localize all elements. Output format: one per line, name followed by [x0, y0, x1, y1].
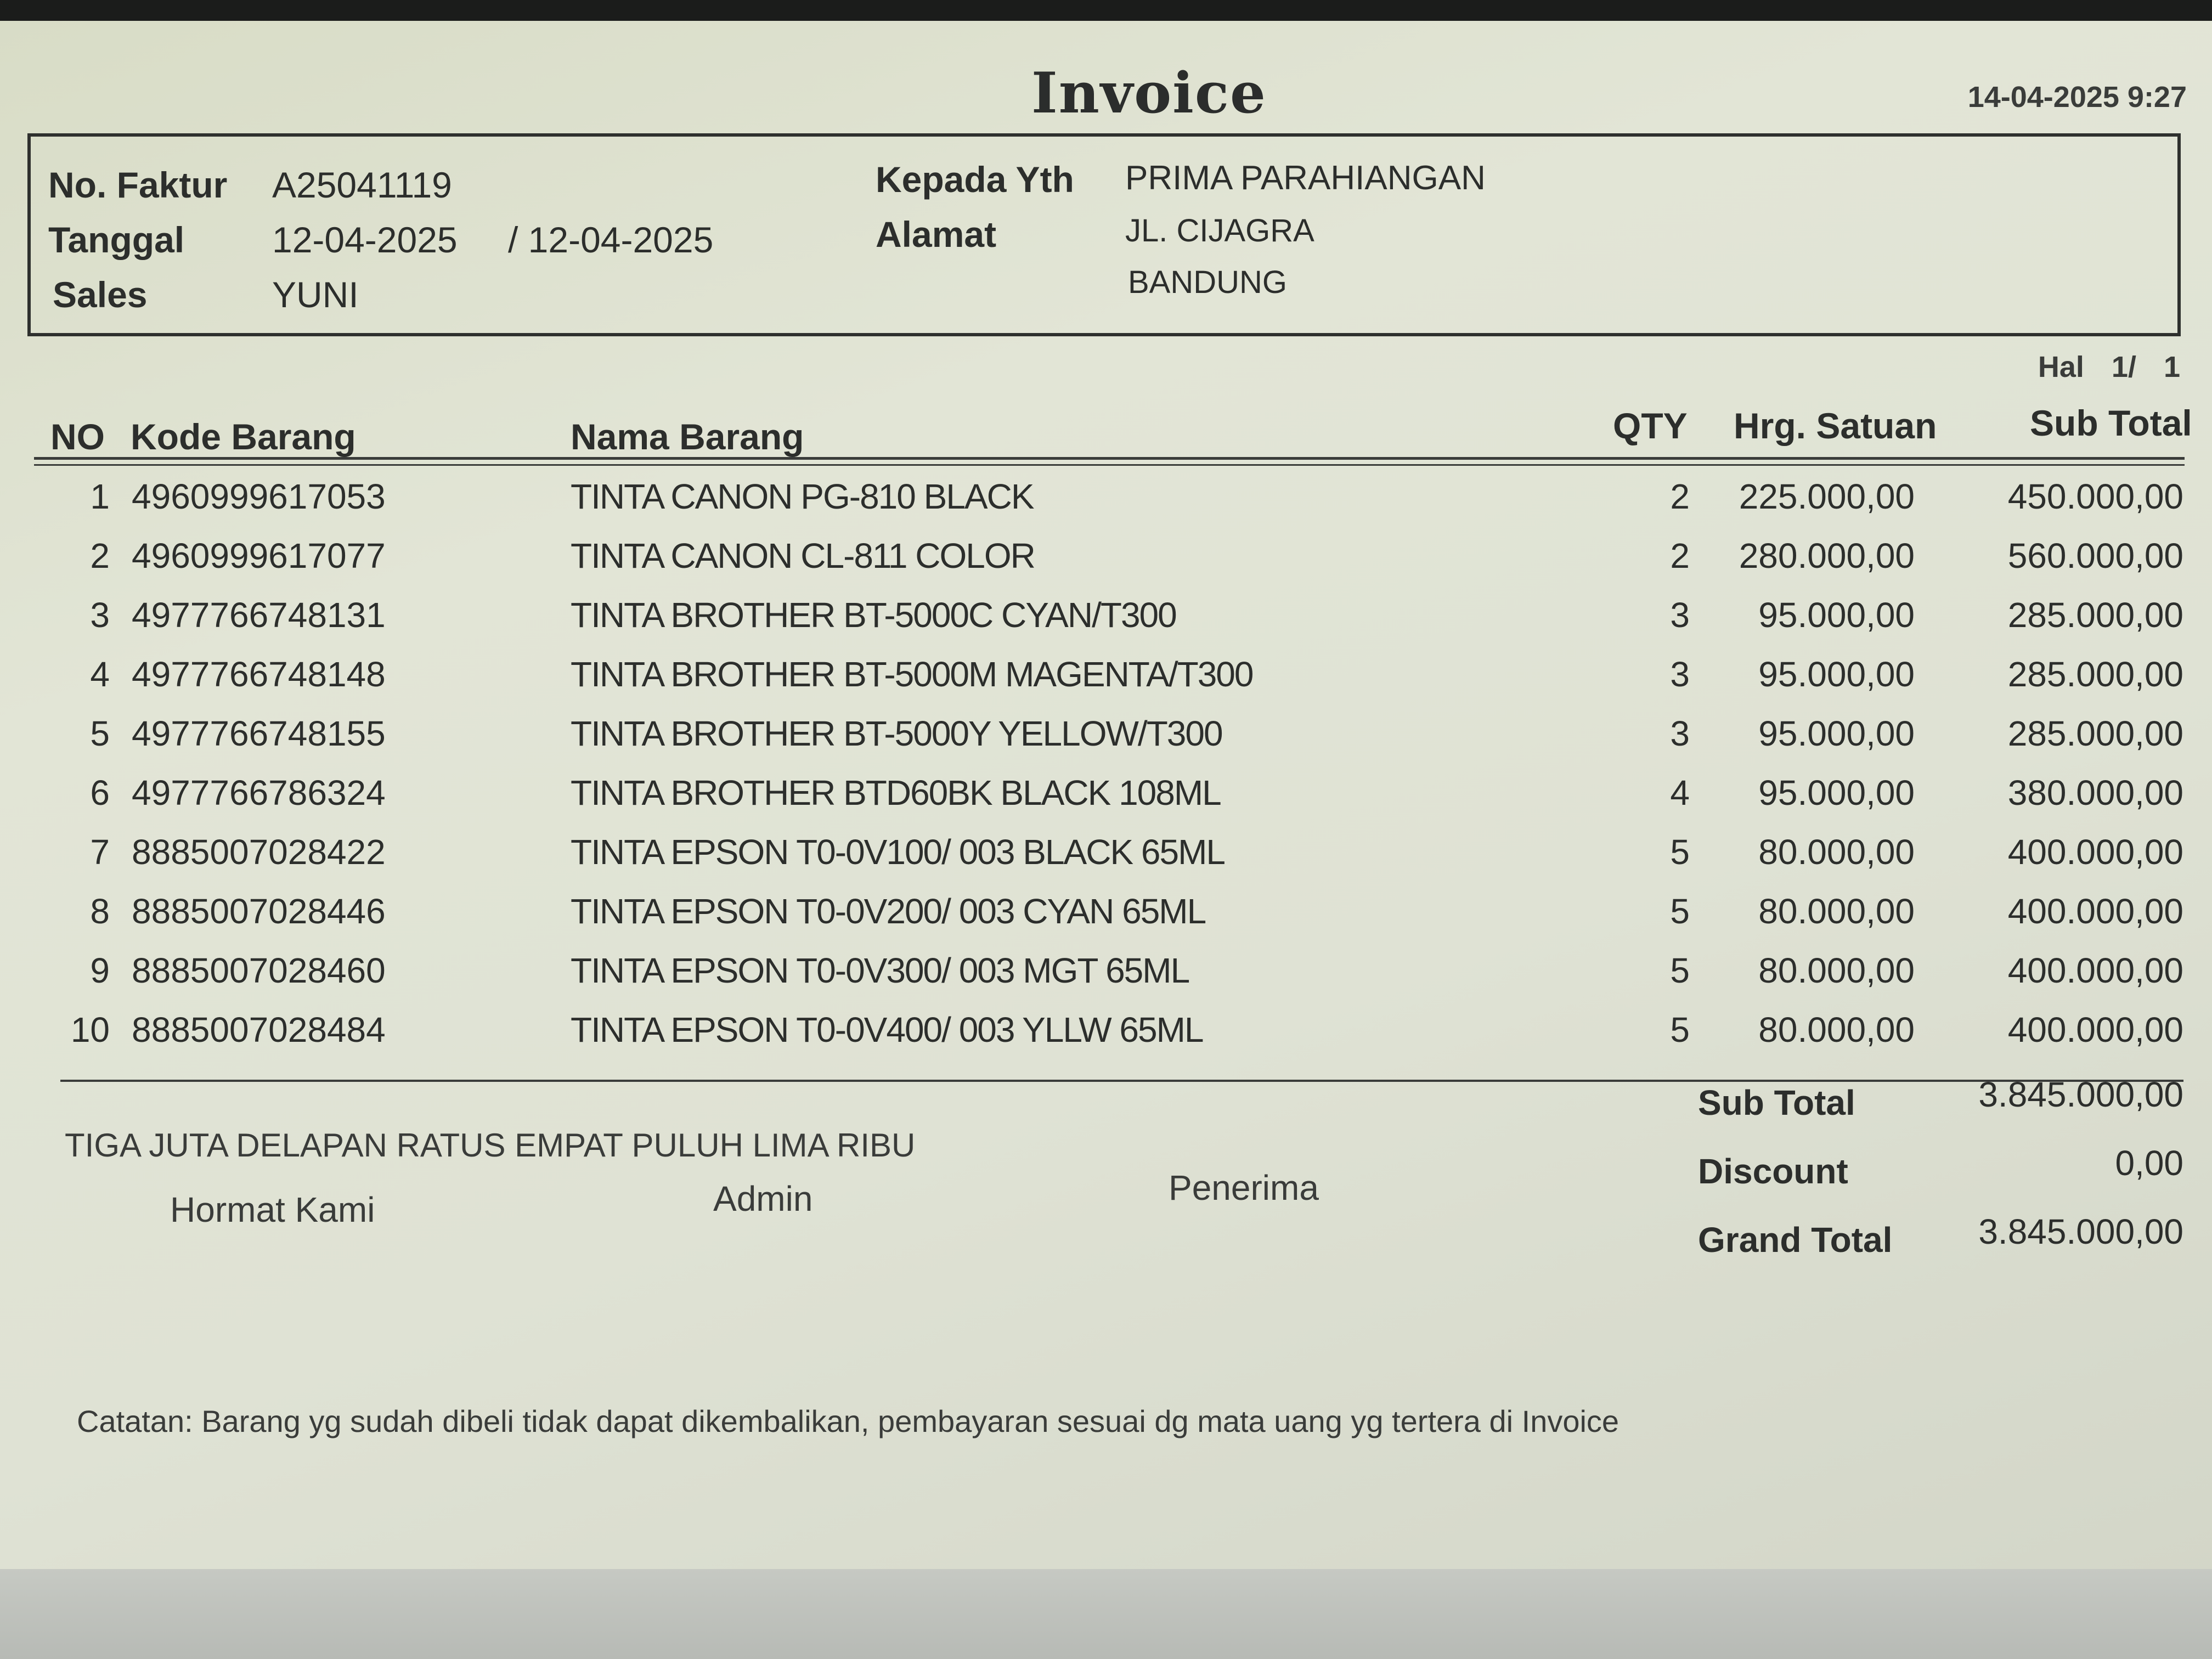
- item-no: 7: [90, 832, 110, 872]
- col-price: Hrg. Satuan: [1734, 405, 1937, 446]
- item-no: 9: [90, 951, 110, 990]
- amount-in-words: TIGA JUTA DELAPAN RATUS EMPAT PULUH LIMA RIBU: [65, 1127, 916, 1164]
- item-code: 8885007028422: [132, 832, 386, 872]
- item-price: 95.000,00: [1758, 714, 1915, 753]
- table-row: [0, 713, 2212, 772]
- summary-subtotal-label: Sub Total: [1698, 1083, 1855, 1122]
- tanggal-label: Tanggal: [48, 219, 185, 260]
- page-current: 1/: [2111, 351, 2136, 383]
- item-subtotal: 450.000,00: [2007, 477, 2183, 516]
- monitor-bezel: [0, 0, 2212, 21]
- item-name: TINTA EPSON T0-0V400/ 003 YLLW 65ML: [571, 1010, 1203, 1049]
- item-qty: 3: [1670, 714, 1690, 753]
- item-code: 4960999617077: [132, 536, 386, 575]
- invoice-page: [0, 21, 2212, 1569]
- item-qty: 2: [1670, 536, 1690, 575]
- item-price: 80.000,00: [1758, 891, 1915, 931]
- item-name: TINTA BROTHER BTD60BK BLACK 108ML: [571, 773, 1221, 812]
- item-subtotal: 400.000,00: [2007, 891, 2183, 931]
- item-qty: 5: [1670, 1010, 1690, 1049]
- table-row: [0, 772, 2212, 832]
- item-name: TINTA CANON PG-810 BLACK: [571, 477, 1034, 516]
- item-code: 8885007028460: [132, 951, 386, 990]
- item-qty: 3: [1670, 654, 1690, 694]
- item-name: TINTA BROTHER BT-5000M MAGENTA/T300: [571, 654, 1253, 694]
- item-price: 80.000,00: [1758, 832, 1915, 872]
- item-code: 8885007028484: [132, 1010, 386, 1049]
- item-code: 8885007028446: [132, 891, 386, 931]
- kepada-label: Kepada Yth: [876, 159, 1074, 200]
- item-subtotal: 400.000,00: [2007, 1010, 2183, 1049]
- item-code: 4960999617053: [132, 477, 386, 516]
- item-subtotal: 400.000,00: [2007, 951, 2183, 990]
- item-no: 4: [90, 654, 110, 694]
- item-price: 95.000,00: [1758, 773, 1915, 812]
- table-row: [0, 832, 2212, 891]
- table-bottom-rule: [60, 1080, 2183, 1082]
- table-row: [0, 1009, 2212, 1069]
- item-qty: 2: [1670, 477, 1690, 516]
- item-qty: 5: [1670, 891, 1690, 931]
- header-rule-top: [34, 457, 2185, 460]
- item-no: 10: [70, 1010, 110, 1049]
- page-label: Hal: [2038, 351, 2084, 383]
- faktur-value: A25041119: [272, 165, 452, 205]
- invoice-title: Invoice: [1031, 60, 1267, 126]
- signature-hormat-kami: Hormat Kami: [170, 1190, 375, 1229]
- item-price: 80.000,00: [1758, 1010, 1915, 1049]
- item-subtotal: 285.000,00: [2007, 654, 2183, 694]
- invoice-header-box: [27, 133, 2181, 336]
- item-no: 3: [90, 595, 110, 635]
- col-no: NO: [50, 416, 105, 457]
- header-rule-bottom: [34, 464, 2185, 466]
- screen-bottom-edge: [0, 1569, 2212, 1659]
- item-code: 4977766786324: [132, 773, 386, 812]
- item-name: TINTA BROTHER BT-5000Y YELLOW/T300: [571, 714, 1222, 753]
- item-qty: 5: [1670, 832, 1690, 872]
- print-datetime: 14-04-2025 9:27: [1967, 81, 2187, 114]
- col-subtotal: Sub Total: [2030, 403, 2192, 443]
- tanggal-value: 12-04-2025: [272, 219, 458, 260]
- item-qty: 3: [1670, 595, 1690, 635]
- item-no: 8: [90, 891, 110, 931]
- item-code: 4977766748155: [132, 714, 386, 753]
- alamat-label: Alamat: [876, 214, 997, 255]
- item-no: 6: [90, 773, 110, 812]
- sales-label: Sales: [53, 274, 148, 315]
- item-name: TINTA EPSON T0-0V200/ 003 CYAN 65ML: [571, 891, 1206, 931]
- item-subtotal: 285.000,00: [2007, 714, 2183, 753]
- item-price: 225.000,00: [1739, 477, 1915, 516]
- item-subtotal: 285.000,00: [2007, 595, 2183, 635]
- kepada-value: PRIMA PARAHIANGAN: [1125, 159, 1486, 197]
- sales-value: YUNI: [272, 274, 359, 315]
- table-row: [0, 476, 2212, 535]
- tanggal-due: / 12-04-2025: [508, 219, 714, 260]
- item-code: 4977766748131: [132, 595, 386, 635]
- table-row: [0, 654, 2212, 713]
- item-price: 95.000,00: [1758, 654, 1915, 694]
- col-name: Nama Barang: [571, 416, 804, 457]
- item-name: TINTA EPSON T0-0V100/ 003 BLACK 65ML: [571, 832, 1224, 872]
- alamat-line2: BANDUNG: [1128, 264, 1288, 300]
- signature-penerima: Penerima: [1169, 1168, 1319, 1207]
- table-row: [0, 891, 2212, 950]
- table-row: [0, 535, 2212, 595]
- item-no: 5: [90, 714, 110, 753]
- page-indicator: [2038, 350, 2180, 384]
- alamat-line1: JL. CIJAGRA: [1125, 213, 1314, 249]
- summary-grand-total-label: Grand Total: [1698, 1220, 1893, 1260]
- item-code: 4977766748148: [132, 654, 386, 694]
- table-row: [0, 950, 2212, 1009]
- item-price: 80.000,00: [1758, 951, 1915, 990]
- item-subtotal: 560.000,00: [2007, 536, 2183, 575]
- summary-discount-label: Discount: [1698, 1152, 1848, 1191]
- summary-discount-value: 0,00: [2115, 1143, 2183, 1183]
- signature-admin: Admin: [713, 1179, 813, 1218]
- item-no: 2: [90, 536, 110, 575]
- item-name: TINTA BROTHER BT-5000C CYAN/T300: [571, 595, 1176, 635]
- item-no: 1: [90, 477, 110, 516]
- item-name: TINTA EPSON T0-0V300/ 003 MGT 65ML: [571, 951, 1189, 990]
- item-price: 280.000,00: [1739, 536, 1915, 575]
- item-price: 95.000,00: [1758, 595, 1915, 635]
- item-subtotal: 380.000,00: [2007, 773, 2183, 812]
- faktur-label: No. Faktur: [48, 165, 228, 205]
- item-name: TINTA CANON CL-811 COLOR: [571, 536, 1035, 575]
- table-row: [0, 595, 2212, 654]
- summary-grand-total-value: 3.845.000,00: [1978, 1212, 2183, 1251]
- col-qty: QTY: [1613, 405, 1688, 446]
- item-qty: 5: [1670, 951, 1690, 990]
- item-qty: 4: [1670, 773, 1690, 812]
- invoice-note: Catatan: Barang yg sudah dibeli tidak dapat dikembalikan, pembayaran sesuai dg mata uang yg tertera di Invoice: [77, 1404, 1620, 1438]
- page-total: 1: [2163, 351, 2180, 383]
- summary-subtotal-value: 3.845.000,00: [1978, 1075, 2183, 1114]
- col-code: Kode Barang: [131, 416, 356, 457]
- item-subtotal: 400.000,00: [2007, 832, 2183, 872]
